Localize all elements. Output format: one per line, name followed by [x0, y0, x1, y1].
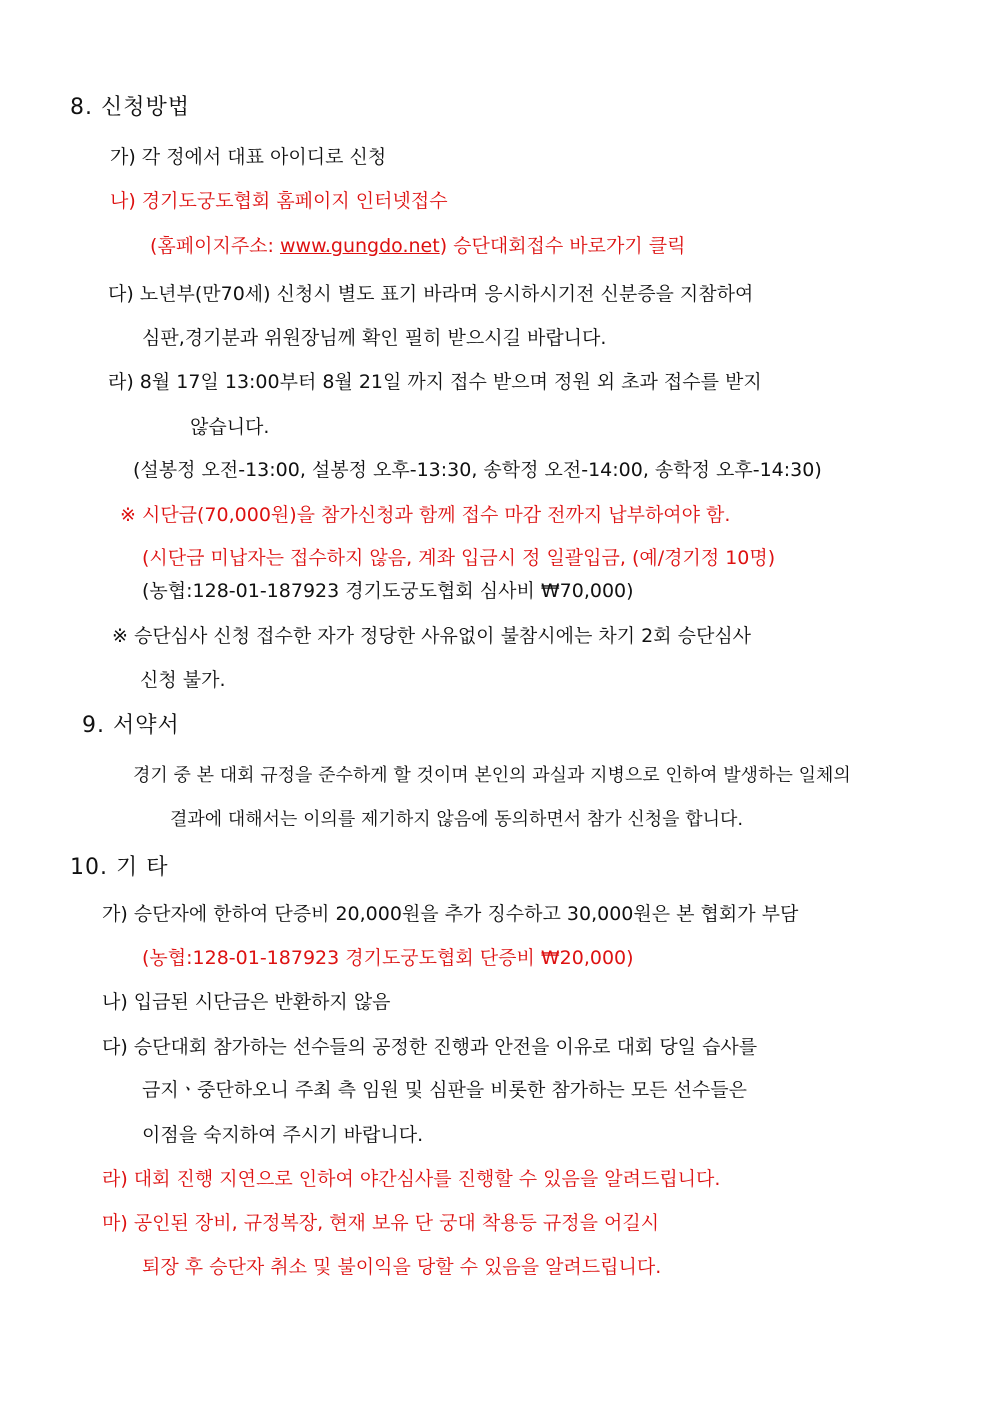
- s9-body-line2: 결과에 대해서는 이의를 제기하지 않음에 동의하면서 참가 신청을 합니다.: [170, 809, 744, 830]
- s10-item-da-line3: 이점을 숙지하여 주시기 바랍니다.: [142, 1124, 424, 1146]
- s10-item-ma-line2: 퇴장 후 승단자 취소 및 불이익을 당할 수 있음을 알려드립니다.: [142, 1256, 662, 1278]
- section-10-title: 10. 기 타: [70, 855, 169, 880]
- s8-absent-line1: ※ 승단심사 신청 접수한 자가 정당한 사유없이 불참시에는 차기 2회 승단심사: [112, 625, 752, 647]
- s10-item-da-line2: 금지ㆍ중단하오니 주최 측 임원 및 심판을 비롯한 참가하는 모든 선수들은: [142, 1079, 747, 1101]
- s8-item-ra-line2: 않습니다.: [190, 416, 270, 438]
- s8-item-da-line2: 심판,경기분과 위원장님께 확인 필히 받으시길 바랍니다.: [142, 327, 607, 349]
- s10-item-ga: 가) 승단자에 한하여 단증비 20,000원을 추가 징수하고 30,000원은 본 협회가 부담: [102, 903, 799, 925]
- homepage-link[interactable]: www.gungdo.net: [279, 235, 440, 257]
- s8-homepage-line: [150, 237, 685, 256]
- s10-item-da-line1: 다) 승단대회 참가하는 선수들의 공정한 진행과 안전을 이유로 대회 당일 습사를: [102, 1036, 758, 1058]
- s8-item-na: 나) 경기도궁도협회 홈페이지 인터넷접수: [110, 190, 448, 212]
- s10-ga-account: (농협:128-01-187923 경기도궁도협회 단증비 ₩20,000): [142, 947, 634, 969]
- s8-item-ga: 가) 각 정에서 대표 아이디로 신청: [110, 146, 387, 168]
- s8-schedule: (설봉정 오전-13:00, 설봉정 오후-13:30, 송학정 오전-14:00, 송학정 오후-14:30): [133, 459, 822, 481]
- s10-item-ra: 라) 대회 진행 지연으로 인하여 야간심사를 진행할 수 있음을 알려드립니다.: [102, 1168, 721, 1190]
- s10-item-ma-line1: 마) 공인된 장비, 규정복장, 현재 보유 단 궁대 착용등 규정을 어길시: [102, 1212, 660, 1234]
- s8-item-da-line1: 다) 노년부(만70세) 신청시 별도 표기 바라며 응시하시기전 신분증을 지참하여: [108, 283, 754, 305]
- s8-fee-detail: (시단금 미납자는 접수하지 않음, 계좌 입금시 정 일괄입금, (예/경기정 10명): [142, 547, 776, 569]
- s8-fee-account: (농협:128-01-187923 경기도궁도협회 심사비 ₩70,000): [142, 580, 634, 602]
- s8-fee-note: ※ 시단금(70,000원)을 참가신청과 함께 접수 마감 전까지 납부하여야 함.: [120, 504, 731, 526]
- s10-item-na: 나) 입금된 시단금은 반환하지 않음: [102, 991, 391, 1013]
- s8-item-ra-line1: 라) 8월 17일 13:00부터 8월 21일 까지 접수 받으며 정원 외 초과 접수를 받지: [108, 371, 762, 393]
- section-9-title: 9. 서약서: [82, 713, 180, 738]
- section-8-title: 8. 신청방법: [70, 95, 190, 120]
- homepage-suffix: ) 승단대회접수 바로가기 클릭: [439, 235, 686, 257]
- s8-absent-line2: 신청 불가.: [140, 669, 226, 691]
- s9-body-line1: 경기 중 본 대회 규정을 준수하게 할 것이며 본인의 과실과 지병으로 인하여 발생하는 일체의: [133, 765, 851, 786]
- homepage-label: (홈페이지주소:: [150, 235, 280, 257]
